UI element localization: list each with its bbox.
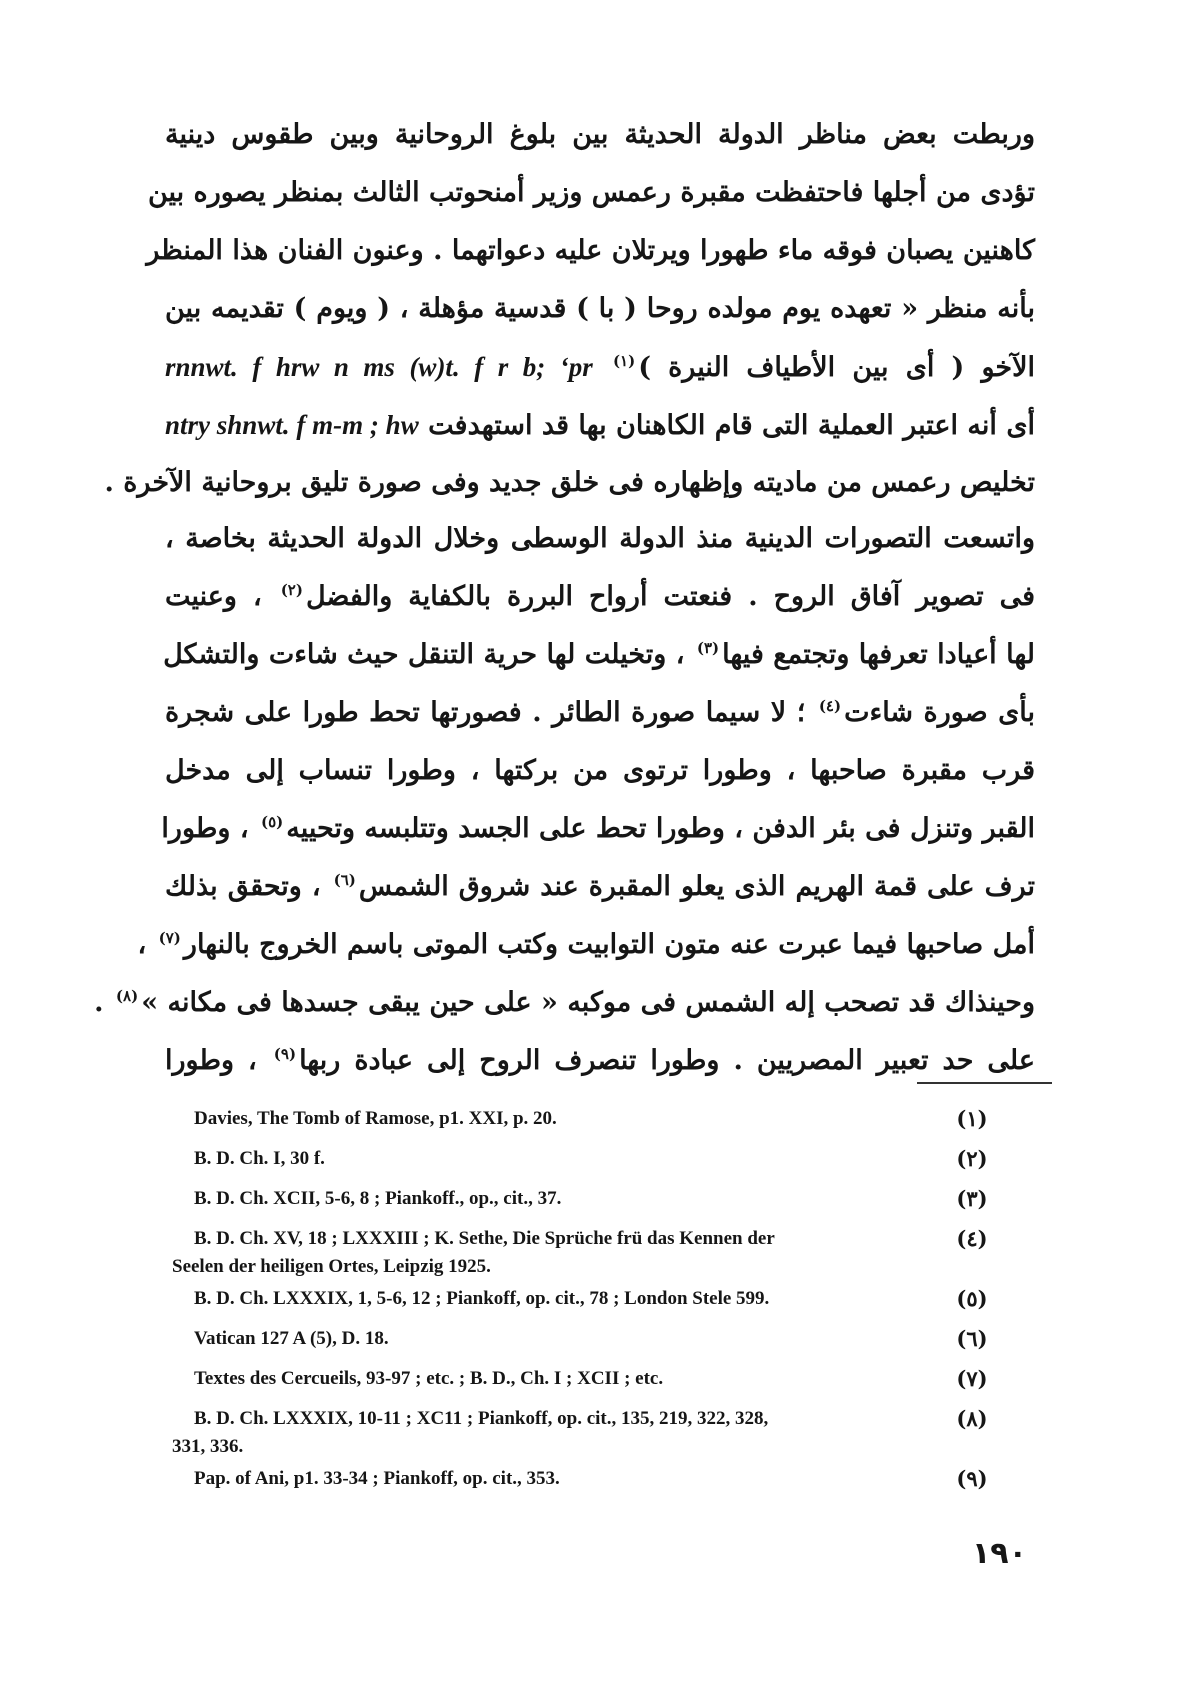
footnote-text: B. D. Ch. I, 30 f. [194,1148,325,1169]
line-text: لها أعيادا تعرفها وتجتمع فيها [722,639,1035,670]
footnote-number: (٤) [956,1226,988,1251]
footnote-number: (٦) [956,1326,988,1351]
footnote-ref: (٥) [260,813,284,831]
footnote-number: (١) [956,1106,988,1131]
transliteration: rnnwt. f hrw n ms (w)t. f r b; ‘pr [165,352,593,382]
text-line-with-transliteration [165,338,1035,396]
footnote [172,1465,1002,1493]
footnote-continuation: 331, 336. [172,1436,244,1457]
line-tail: ؛ لا سيما صورة الطائر . فصورتها تحط طورا على شجرة [165,697,806,728]
footnotes [172,1105,1002,1493]
footnote-ref: (٣) [696,639,720,657]
footnote-text: B. D. Ch. LXXXIX, 1, 5-6, 12 ; Piankoff, op. cit., 78 ; London Stele 599. [194,1288,770,1309]
footnote-text: B. D. Ch. XCII, 5-6, 8 ; Piankoff., op., cit., 37. [194,1188,562,1209]
footnote-ref: (٩) [273,1045,297,1063]
line-text: واتسعت التصورات الدينية منذ الدولة الوسطى وخلال الدولة الحديثة بخاصة ، [165,523,1035,554]
line-text: أمل صاحبها فيما عبرت عنه متون التوابيت وكتب الموتى باسم الخروج بالنهار [183,929,1035,960]
footnote-text: Davies, The Tomb of Ramose, p1. XXI, p. 20. [194,1108,557,1129]
text-line [165,1032,1035,1090]
footnote [172,1145,1002,1173]
footnote [172,1285,1002,1313]
footnote [172,1405,1002,1461]
line-text: وحينذاك قد تصحب إله الشمس فى موكبه « على حين يبقى جسدها فى مكانه » [141,987,1035,1018]
footnote-ref: (١) [612,352,636,370]
arabic-text: أى أنه اعتبر العملية التى قام الكاهنان بها قد استهدفت [428,410,1035,441]
paragraph-2 [94,510,1036,1090]
text-line [165,568,1035,626]
line-tail: ، وطورا [165,1045,257,1076]
footnote-separator [917,1082,1052,1084]
footnote-number: (٢) [956,1146,988,1171]
footnote-text: B. D. Ch. LXXXIX, 10-11 ; XC11 ; Piankoff, op. cit., 135, 219, 322, 328, [194,1408,769,1429]
transliteration: ntry shnwt. f m-m ; hw [165,410,419,440]
footnote-ref: (٢) [280,581,303,599]
footnote [172,1225,1002,1281]
footnote-number: (٩) [956,1466,988,1491]
line-tail: ، [137,929,147,960]
footnote-number: (٣) [956,1186,988,1211]
footnote-text: Pap. of Ani, p1. 33-34 ; Piankoff, op. cit., 353. [194,1468,560,1489]
footnote-ref: (٧) [158,929,181,947]
footnote-continuation: Seelen der heiligen Ortes, Leipzig 1925. [172,1256,491,1277]
line-text: القبر وتنزل فى بئر الدفن ، وطورا تحط على الجسد وتتلبسه وتحييه [286,813,1035,844]
footnote [172,1365,1002,1393]
line-tail: ، وعنيت [165,581,262,612]
text-line [165,858,1035,916]
line-tail: ، وطورا [161,813,249,844]
arabic-text: الآخو ( أى بين الأطياف النيرة ) [638,352,1035,383]
footnote [172,1325,1002,1353]
text-line [94,974,1035,1032]
text-line: بأنه منظر « تعهده يوم مولده روحا ( با ) قدسية مؤهلة ، ( ويوم ) تقديمه بين [165,293,1035,324]
line-text: قرب مقبرة صاحبها ، وطورا ترتوى من بركتها ، وطورا تنساب إلى مدخل [165,755,1035,786]
text-line: تخليص رعمس من ماديته وإظهاره فى خلق جديد وفى صورة تليق بروحانية الآخرة . [104,467,1035,498]
line-tail: ، وتحقق بذلك [165,871,321,902]
footnote-text: B. D. Ch. XV, 18 ; LXXXIII ; K. Sethe, Die Sprüche frü das Kennen der [194,1228,775,1249]
text-line [165,626,1035,684]
text-line: كاهنين يصبان فوقه ماء طهورا ويرتلان عليه دعواتهما . وعنون الفنان هذا المنظر [146,235,1035,266]
footnote-text: Textes des Cercueils, 93-97 ; etc. ; B. D., Ch. I ; XCII ; etc. [194,1368,664,1389]
line-text: على حد تعبير المصريين . وطورا تنصرف الروح إلى عبادة ربها [299,1045,1035,1076]
footnote-text: Vatican 127 A (5), D. 18. [194,1328,389,1349]
text-line-with-transliteration [165,396,1035,454]
footnote [172,1105,1002,1133]
footnote-number: (٧) [956,1366,988,1391]
footnote-number: (٥) [956,1286,988,1311]
line-text: فى تصوير آفاق الروح . فنعتت أرواح البررة بالكفاية والفضل [305,581,1035,612]
line-text: ترف على قمة الهريم الذى يعلو المقبرة عند شروق الشمس [358,871,1036,902]
footnote-ref: (٨) [115,987,139,1005]
text-line [165,684,1035,742]
page-number: ١٩٠ [972,1536,1027,1571]
text-line [165,510,1035,568]
text-line: وربطت بعض مناظر الدولة الحديثة بين بلوغ الروحانية وبين طقوس دينية [165,119,1035,150]
text-line [161,800,1035,858]
line-tail: . [94,987,104,1018]
footnote-ref: (٦) [333,871,356,889]
text-line [137,916,1035,974]
footnote-number: (٨) [956,1406,988,1431]
footnote [172,1185,1002,1213]
paragraph-1 [104,106,1035,512]
text-line [165,742,1035,800]
line-tail: ، وتخيلت لها حرية التنقل حيث شاءت والتشكل [163,639,685,670]
footnote-ref: (٤) [818,697,842,715]
text-line: تؤدى من أجلها فاحتفظت مقبرة رعمس وزير أمنحوتب الثالث بمنظر يصوره بين [147,177,1035,208]
line-text: بأى صورة شاءت [844,697,1035,728]
